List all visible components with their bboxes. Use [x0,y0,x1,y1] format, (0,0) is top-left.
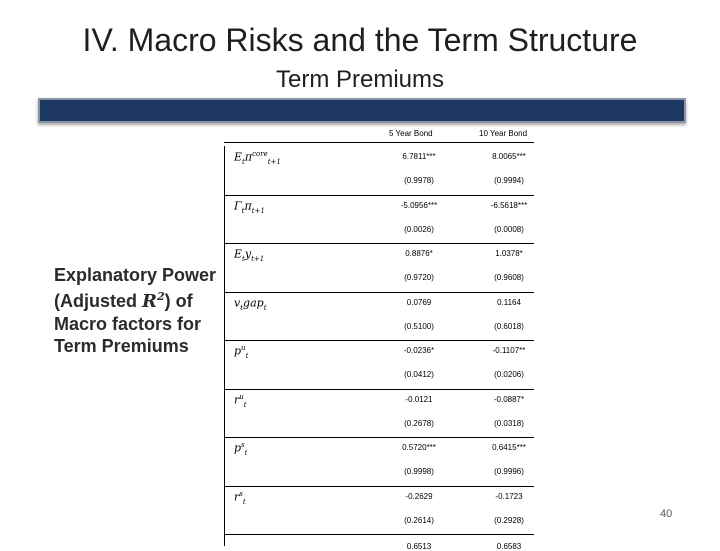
row-rule [224,534,534,535]
se-cell: (0.2678) [404,418,434,428]
r-squared-letter: R [142,291,157,312]
r2-cell: 0.6583 [496,542,522,551]
label-sup: core [252,150,268,158]
col-header-10yr: 10 Year Bond [479,129,528,138]
row-rule [224,389,534,390]
label-main: Γ [234,199,242,213]
coef-cell: -5.0956*** [400,200,438,210]
row-label [234,490,246,506]
label-main: E [234,247,243,261]
label-sub: t [240,303,244,312]
se-cell: (0.0026) [404,224,434,234]
side-caption-line1: Explanatory Power [54,265,217,285]
coef-cell: 0.1164 [497,297,521,307]
r-squared-symbol [142,291,165,312]
se-cell: (0.2614) [404,515,434,525]
coef-cell: 0.0769 [406,297,432,307]
side-caption-line2-pre: (Adjusted [54,291,142,311]
label-rest: π [244,199,252,213]
se-cell: (0.9994) [494,176,524,185]
label-sub: t [241,206,245,215]
label-rest: gap [243,296,264,310]
label-sub: t [242,157,245,166]
label-sub2: t [245,351,249,360]
coef-cell: -0.1723 [495,491,523,501]
side-caption [54,264,224,357]
label-main: p [234,441,242,455]
label-sub2: t [242,497,246,506]
coef-cell: 0.5720*** [402,443,436,452]
se-cell: (0.9978) [404,176,434,185]
row-label [234,247,264,263]
row-label [234,199,265,215]
col-header-5yr: 5 Year Bond [389,129,433,138]
row-rule [224,195,534,196]
label-main: v [234,296,241,310]
side-caption-line4: Term Premiums [54,336,189,356]
side-caption-line2 [54,286,224,313]
row-rule [224,486,534,487]
coef-cell: 6.7811*** [402,152,436,161]
page-number: 40 [660,508,673,520]
label-sup: u [241,344,246,352]
label-sub2: t+1 [251,254,265,263]
row-label [234,344,248,360]
se-cell: (0.9998) [404,467,434,476]
row-label [234,150,281,166]
coef-cell: -6.5618*** [490,200,528,210]
header-rule [224,142,534,143]
label-sub: t [242,254,245,263]
coef-cell: -0.2629 [405,491,433,501]
coef-cell: 0.8876* [405,249,433,258]
coef-cell: 0.6415*** [492,443,526,452]
r2-cell: 0.6513 [406,542,432,551]
label-rest: π [244,150,253,164]
row-label [234,296,267,312]
row-label [234,393,247,409]
coef-cell: -0.0121 [405,394,433,404]
r-squared-exponent: 2 [156,290,165,303]
label-main: E [234,150,243,164]
regression-table [224,126,534,551]
se-cell: (0.0206) [494,370,524,379]
label-main: r [234,393,240,407]
label-sub2: t+1 [267,157,281,166]
label-sub2: t+1 [251,206,265,215]
side-caption-line2-post: ) of [164,291,193,311]
se-cell: (0.0412) [404,370,434,379]
coef-cell: -0.1107** [492,346,526,355]
row-rule [224,243,534,244]
slide-title: IV. Macro Risks and the Term Structure [82,22,638,58]
coef-cell: -0.0887* [493,394,525,404]
se-cell: (0.6018) [494,321,524,331]
title-divider-bar [38,98,686,123]
label-rest: y [244,247,252,261]
label-main: r [234,490,240,504]
side-caption-line3: Macro factors for [54,314,202,334]
row-label [234,441,247,457]
label-sup: s [239,489,243,498]
coef-cell: 1.0378* [495,249,523,258]
coef-cell: -0.0236* [403,346,435,355]
label-main: p [234,344,242,358]
label-sup: u [239,392,244,401]
se-cell: (0.2928) [494,515,524,525]
row-rule [224,437,534,438]
se-cell: (0.9608) [494,273,524,282]
label-sub2: t [263,303,267,312]
se-cell: (0.0318) [494,418,524,428]
label-sub2: t [244,448,248,457]
se-cell: (0.9720) [404,273,434,282]
se-cell: (0.0008) [494,224,524,234]
row-rule [224,292,534,293]
label-sub2: t [243,400,247,409]
coef-cell: 8.0065*** [492,152,526,161]
se-cell: (0.5100) [404,321,434,331]
row-rule [224,340,534,341]
label-sup: s [241,441,245,449]
slide-subtitle: Term Premiums [275,66,444,93]
se-cell: (0.9996) [494,467,524,476]
